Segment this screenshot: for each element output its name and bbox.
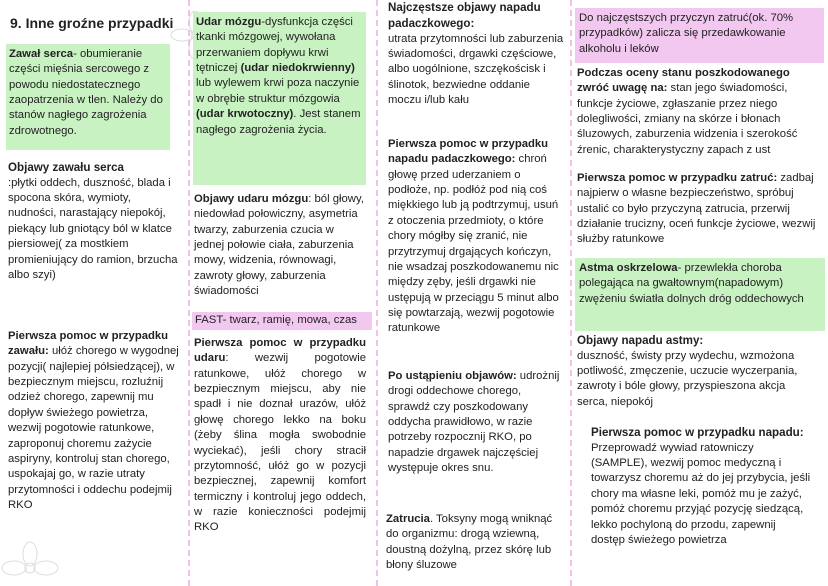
pierwsza-pomoc-zawal-heading: Pierwsza pomoc w przypadku zawału: (8, 330, 169, 358)
fast-box: FAST- twarz, ramię, mowa, czas (192, 312, 372, 330)
zawal-serca-text: - obumieranie części mięśnia sercowego z powodu niedostatecznego zaopatrzenia w tlen. Należy do stanów nagłego zagrożenia zdrowotnego. (9, 48, 163, 137)
objawy-zawalu-text: :płytki oddech, duszność, blada i spocona skóra, wymioty, nudności, narastający niepokój, piekący lub gniotący ból w klatce piersiowej( za mostkiem promieniujący do ramion, brzucha albo szyi) (8, 176, 178, 281)
pierwsza-pomoc-padaczka-heading: Pierwsza pomoc w przypadku napadu padaczkowego: (388, 138, 549, 166)
astma-heading: Astma oskrzelowa (579, 262, 678, 274)
objawy-padaczki-text: utrata przytomności lub zaburzenia świadomości, drgawki częściowe, albo uogólnione, szczękościsk i ślinotok, bezwiedne oddanie moczu i/lub kału (388, 32, 564, 106)
ocena-stanu-block (577, 66, 817, 158)
astma-box (575, 258, 825, 331)
astma-text: - przewlekła choroba polegająca na gwałtownym(napadowym) zwężeniu światła dolnych dróg oddechowych (579, 262, 804, 305)
objawy-astmy-block (577, 333, 817, 410)
objawy-astmy-text: duszność, świsty przy wydechu, wzmożona potliwość, zmęczenie, uczucie wyczerpania, zawroty i bóle głowy, przyspieszona akcja serca, niepokój (577, 349, 798, 408)
column-divider (570, 0, 572, 586)
zatrucia-block (386, 512, 566, 573)
przyczyny-zatruc-box: Do najczęstszych przyczyn zatruć(ok. 70% przypadków) zalicza się przedawkowanie alkoholu i leków (575, 8, 824, 63)
zatrucia-text: . Toksyny mogą wniknąć do organizmu: drogą wziewną, doustną dożylną, przez skórę lub błony śluzowe (386, 513, 553, 572)
pierwsza-pomoc-udar-block (194, 336, 366, 536)
pierwsza-pomoc-udar-heading: Pierwsza pomoc w przypadku udaru (194, 337, 366, 365)
pierwsza-pomoc-zatrucia-block (577, 171, 817, 248)
pierwsza-pomoc-udar-text: : wezwij pogotowie ratunkowe, ułóż chorego w bezpiecznym miejscu, aby nie spadł i nie doznał urazów, ułóż głowę chorego lekko na boku (żeby ślina mogła swobodnie wyciekać), jeśli chory stracił przytomność, ułóż go w pozycji bezpiecznej, zapewnij komfort termiczny i kontroluj jego oddech, w razie konieczności podejmij RKO (194, 352, 366, 534)
udar-mozgu-box (193, 12, 366, 185)
flower-decoration-icon (0, 540, 60, 586)
pierwsza-pomoc-zawal-block (8, 329, 180, 513)
pierwsza-pomoc-zatrucia-text: zadbaj najpierw o własne bezpieczeństwo, spróbuj ustalić co było przyczyną zatrucia, przerwij działanie trucizny, oceń funkcje życiowe, wezwij służby ratunkowe (577, 172, 816, 246)
objawy-astmy-heading: Objawy napadu astmy: (577, 334, 704, 347)
zawal-serca-heading: Zawał serca (9, 48, 74, 60)
objawy-padaczki-block (388, 0, 566, 108)
udar-niedokrwienny-label: (udar niedokrwienny) (240, 62, 355, 75)
pierwsza-pomoc-astma-heading: Pierwsza pomoc w przypadku napadu: (591, 426, 804, 439)
objawy-padaczki-heading: Najczęstsze objawy napadu padaczkowego: (388, 1, 541, 30)
objawy-udaru-text: : ból głowy, niedowład połowiczny, asymetria twarzy, zaburzenia czucia w jednej połowie ciała, zaburzenia mowy, widzenia, równowagi, zawroty głowy, zaburzenia świadomości (194, 193, 364, 298)
pierwsza-pomoc-zawal-text: ułóż chorego w wygodnej pozycji( najlepiej półsiedzącej), w bezpiecznym miejscu, rozluźnij odzież chorego, zapewnij mu dopływ świeżego powietrza, wezwij pogotowie ratunkowe, zaproponuj choremu zażycie aspiryny, kontroluj stan chorego, uspokajaj go, w razie utraty przytomności i oddechu podejmij RKO (8, 345, 179, 511)
column-divider (376, 0, 378, 586)
udar-mozgu-heading: Udar mózgu (196, 16, 262, 28)
objawy-zawalu-heading: Objawy zawału serca (8, 161, 124, 174)
pierwsza-pomoc-astma-text: Przeprowadź wywiad ratowniczy (SAMPLE), wezwij pomoc medyczną i towarzysz choremu aż do jej przybycia, jeśli chory ma własne leki, pomóż mu je zażyć, pomóż choremu przyjąć pozycję siedzącą, lekko pochyloną do przodu, zapewnij dostęp świeżego powietrza (591, 441, 811, 546)
pierwsza-pomoc-zatrucia-heading: Pierwsza pomoc w przypadku zatruć: (577, 172, 778, 184)
ocena-stanu-heading: Podczas oceny stanu poszkodowanego zwróć uwagę na: (577, 67, 790, 95)
zatrucia-heading: Zatrucia (386, 513, 430, 525)
ocena-stanu-text: stan jego świadomości, funkcje życiowe, zgłaszanie przez niego dolegliwości, zmiany na skórze i błonach śluzowych, zaburzenia widzenia i szerokość źrenic, charakterystyczny zapach z ust (577, 82, 798, 156)
zawal-serca-box (6, 44, 170, 150)
objawy-udaru-block (194, 192, 366, 300)
udar-mozgu-text-3: . Jest stanem nagłego zagrożenia życia. (196, 108, 361, 136)
udar-mozgu-text-1: -dysfunkcja części tkanki mózgowej, wywołana przerwaniem dopływu krwi tętniczej (196, 16, 353, 75)
objawy-zawalu-block (8, 160, 180, 283)
pierwsza-pomoc-padaczka-text: chroń głowę przed uderzaniem o podłoże, np. podłóż pod nią coś miękkiego lub ją podtrzymuj, usuń z otoczenia przedmioty, o które chory mógłby się zranić, nie przytrzymuj drgających kończyn, nie wsadzaj poszkodowanemu nic między zęby, jeśli drgawki nie ustępują w przeciągu 5 minut albo się powtarzają, wezwij pogotowie ratunkowe (388, 153, 559, 335)
column-divider (188, 0, 190, 586)
pierwsza-pomoc-astma-block (591, 425, 811, 548)
po-ustapieniu-block (388, 369, 566, 477)
udar-mozgu-text-2: lub wylewem krwi poza naczynie w obrębie struktur mózgowia (196, 77, 360, 105)
po-ustapieniu-text: udrożnij drogi oddechowe chorego, sprawdź czy poszkodowany oddycha prawidłowo, w razie potrzeby rozpocznij RKO, po napadzie drgawek najczęściej występuje okres snu. (388, 370, 560, 475)
objawy-udaru-heading: Objawy udaru mózgu (194, 193, 309, 205)
udar-krwotoczny-label: (udar krwotoczny) (196, 108, 294, 121)
po-ustapieniu-heading: Po ustąpieniu objawów: (388, 370, 517, 382)
page-title: 9. Inne groźne przypadki (10, 15, 174, 31)
pierwsza-pomoc-padaczka-block (388, 137, 566, 337)
